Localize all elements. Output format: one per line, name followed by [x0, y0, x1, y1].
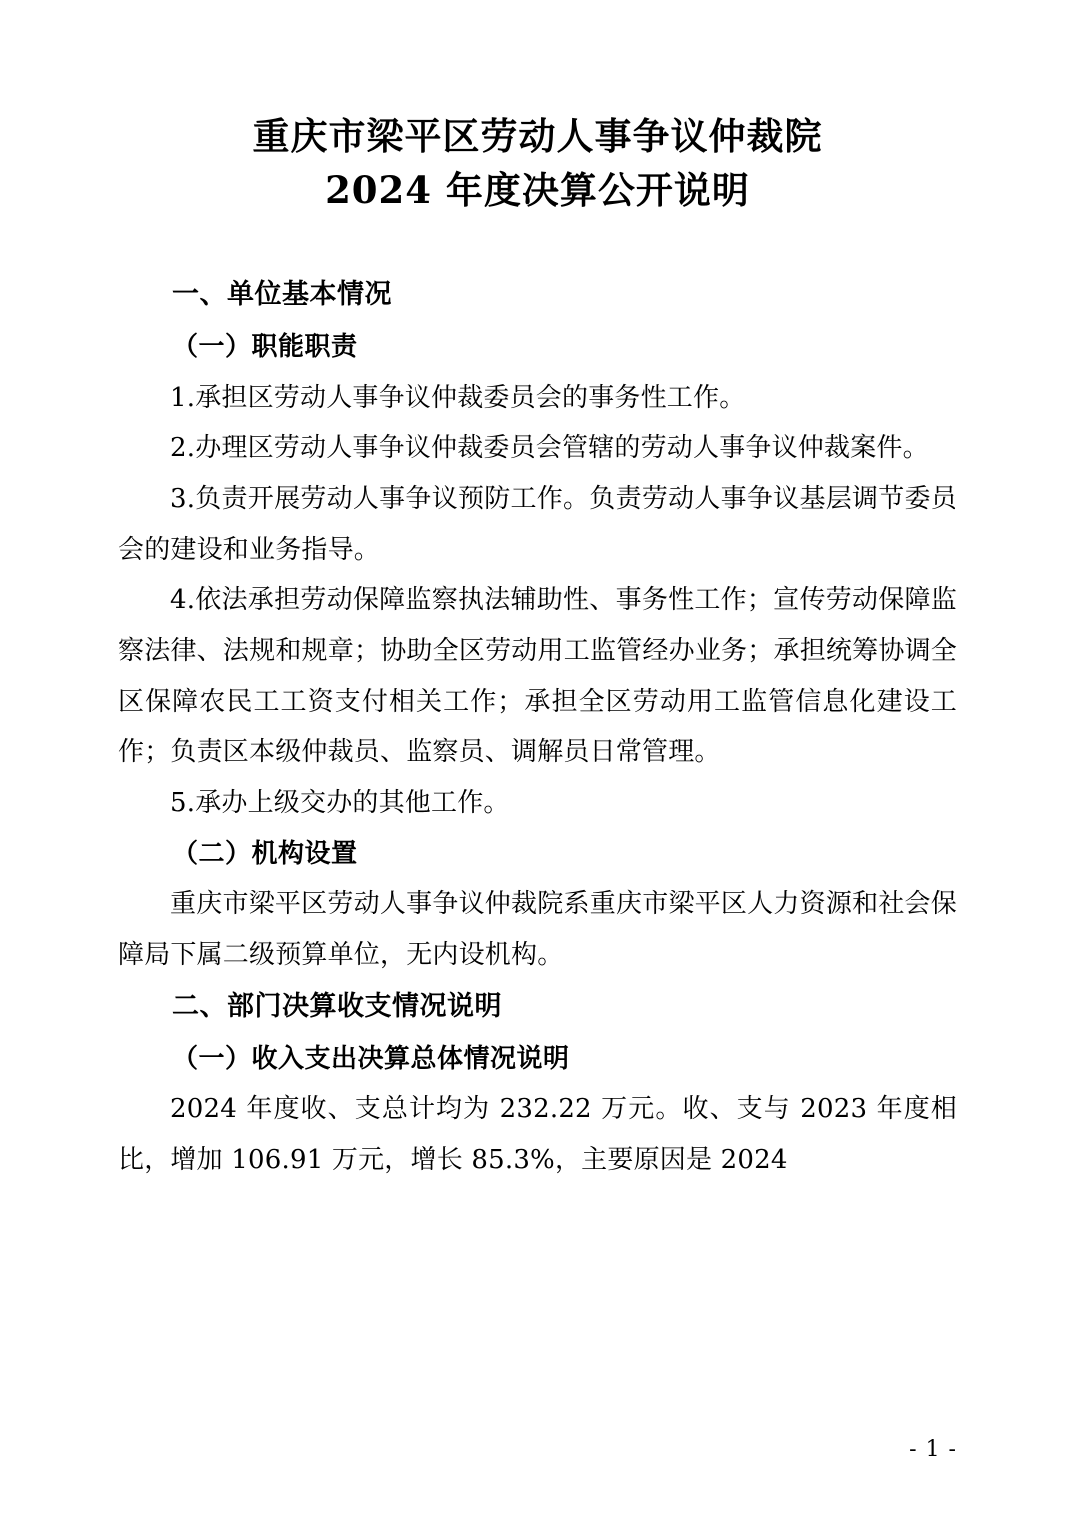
- page-title-line-1: 重庆市梁平区劳动人事争议仲裁院: [252, 114, 823, 158]
- paragraph-2-1: 重庆市梁平区劳动人事争议仲裁院系重庆市梁平区人力资源和社会保障局下属二级预算单位，无内设机构。: [118, 889, 957, 971]
- page-title-line-2: 2024 年度决算公开说明: [325, 167, 750, 212]
- paragraph-1-4: 4.依法承担劳动保障监察执法辅助性、事务性工作；宣传劳动保障监察法律、法规和规章；协助全区劳动用工监管经办业务；承担统筹协调全区保障农民工工资支付相关工作；承担全区劳动用工监管信息化建设工作；负责区本级仲裁员、监察员、调解员日常管理。: [118, 585, 957, 768]
- subsection-heading-1-2: （二）机构设置: [172, 838, 358, 869]
- paragraph-1-1: 1.承担区劳动人事争议仲裁委员会的事务性工作。: [170, 382, 746, 413]
- paragraph-3-1: 2024 年度收、支总计均为 232.22 万元。收、支与 2023 年度相比，增加 106.91 万元，增长 85.3%，主要原因是 2024: [118, 1094, 957, 1175]
- subsection-heading-1-1: （一）职能职责: [172, 331, 358, 362]
- section-heading-2: 二、部门决算收支情况说明: [172, 990, 502, 1022]
- subsection-heading-2-1: （一）收入支出决算总体情况说明: [172, 1043, 570, 1074]
- section-heading-1: 一、单位基本情况: [172, 279, 392, 311]
- paragraph-1-5: 5.承办上级交办的其他工作。: [170, 788, 510, 819]
- page-number: - 1 -: [909, 1437, 957, 1462]
- page-title: [118, 110, 957, 217]
- paragraph-1-2: 2.办理区劳动人事争议仲裁委员会管辖的劳动人事争议仲裁案件。: [170, 433, 929, 464]
- paragraph-1-3: 3.负责开展劳动人事争议预防工作。负责劳动人事争议基层调节委员会的建设和业务指导。: [118, 483, 957, 565]
